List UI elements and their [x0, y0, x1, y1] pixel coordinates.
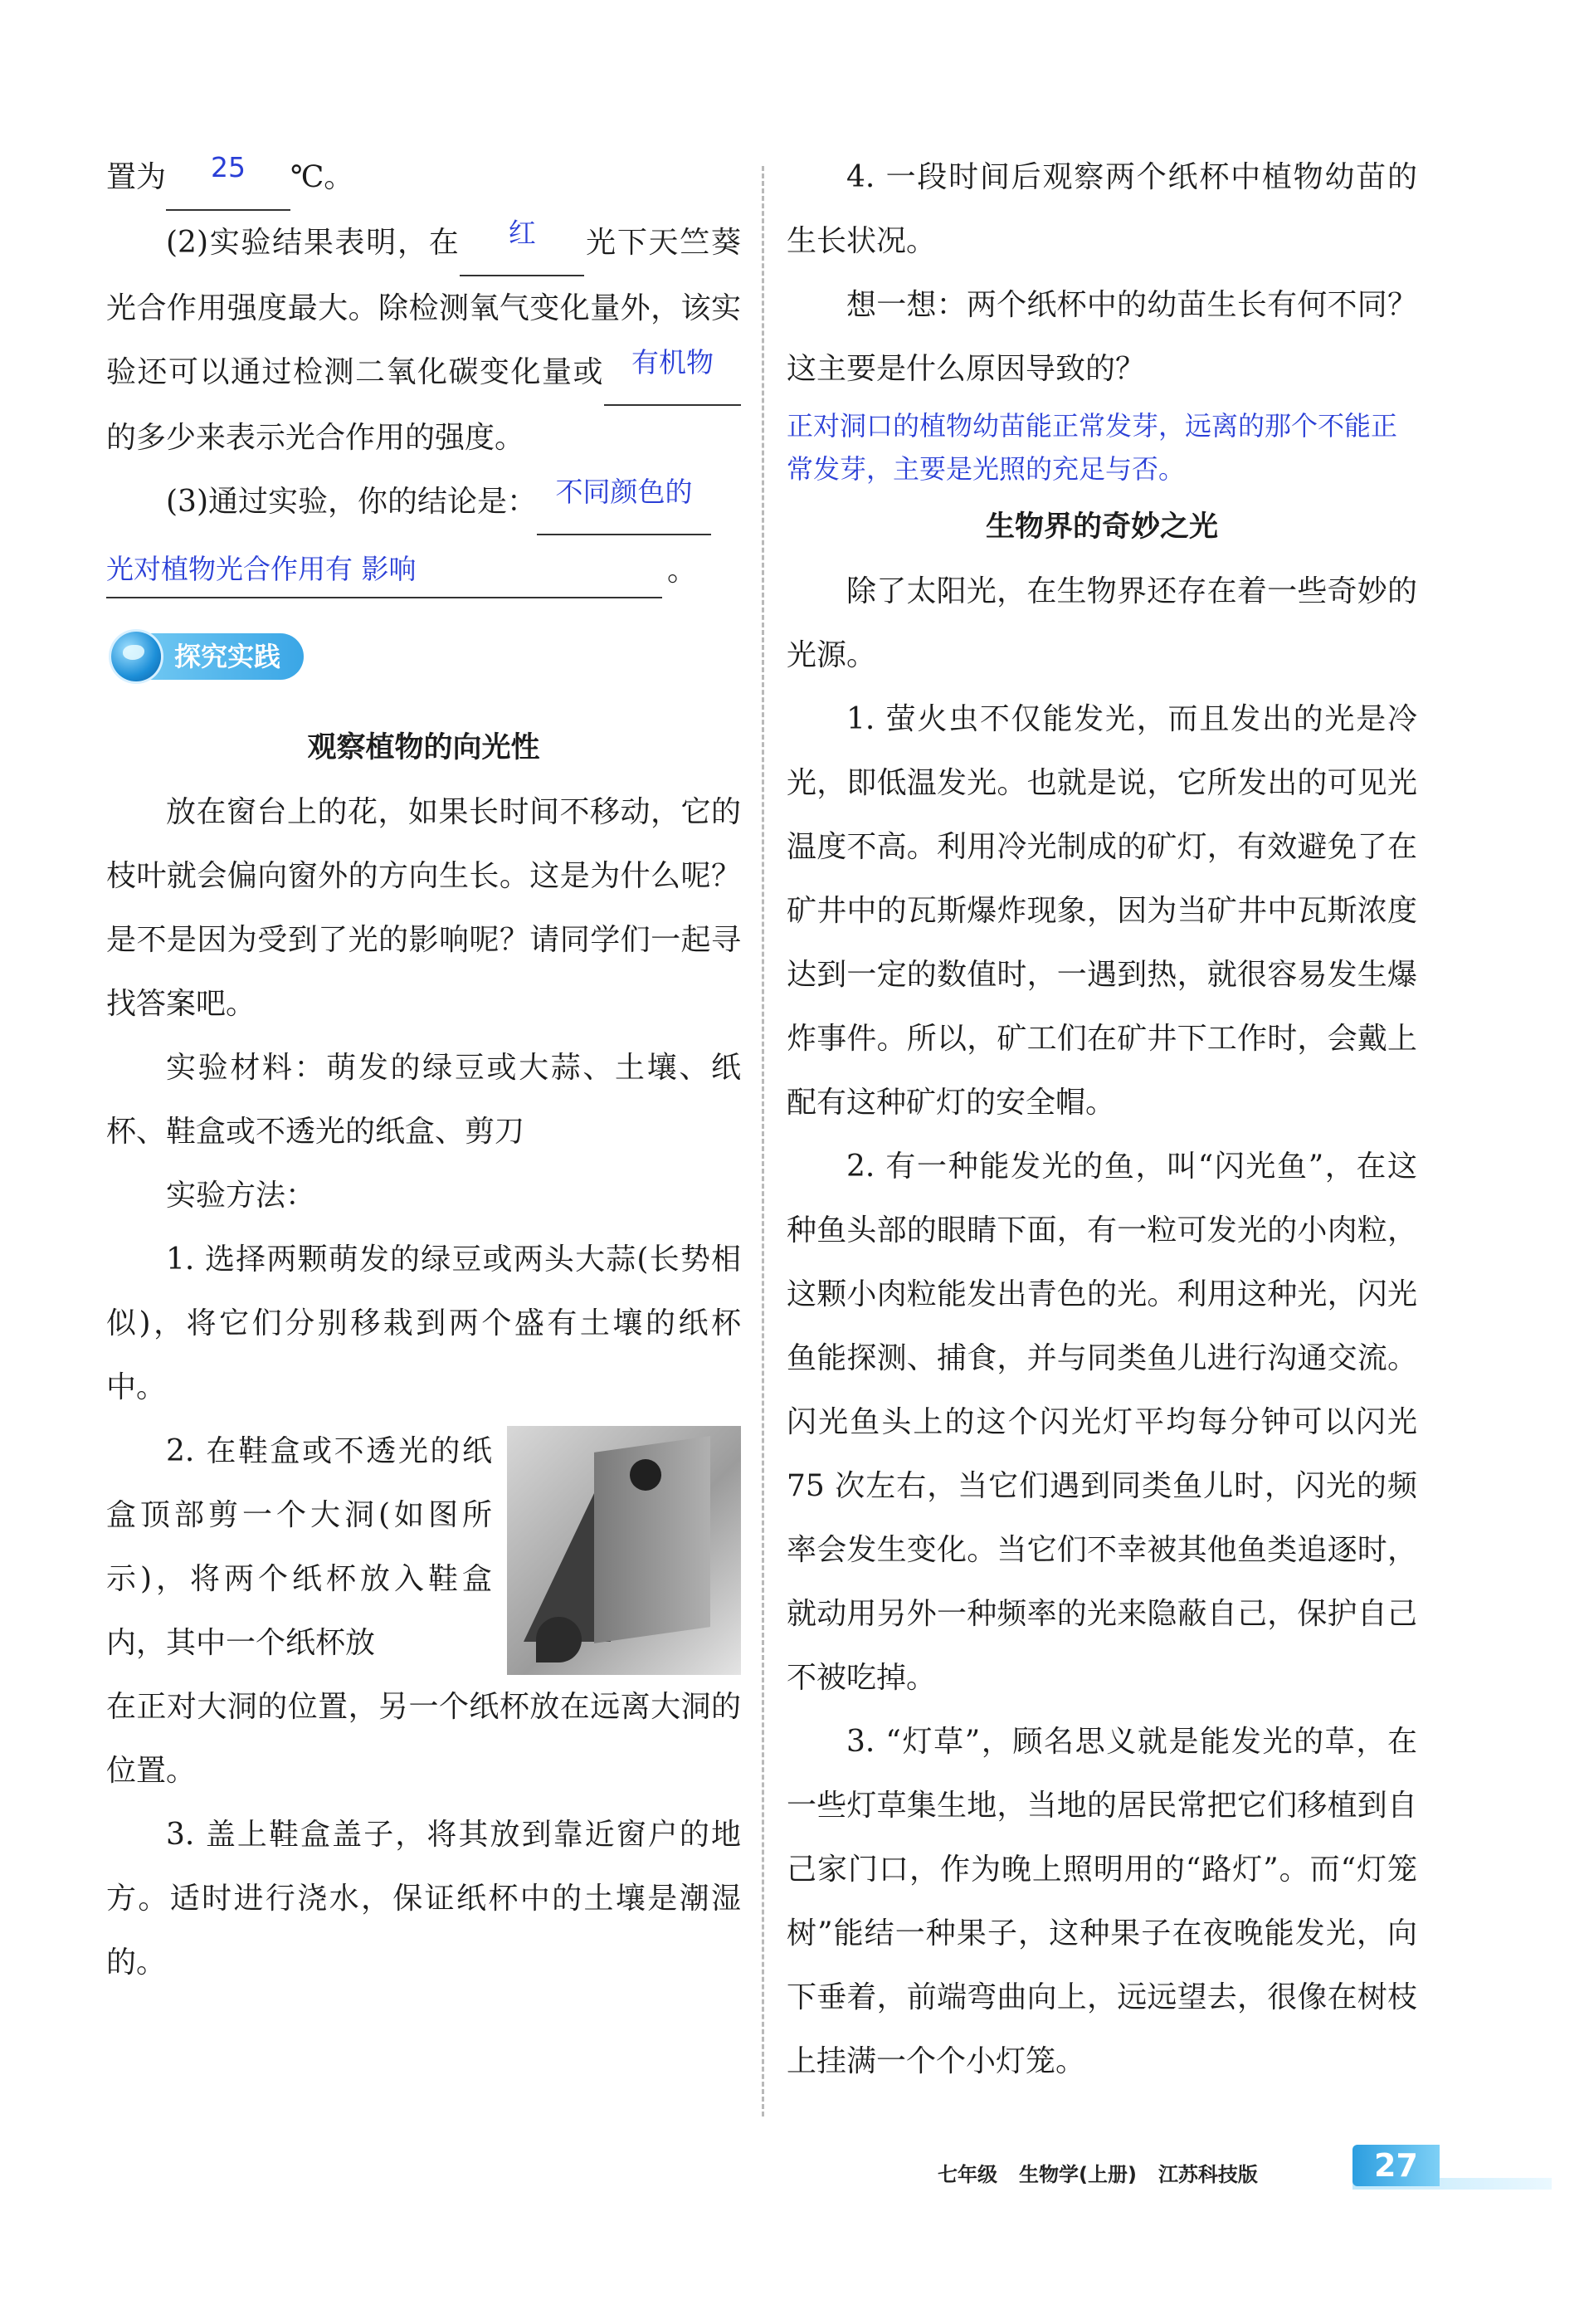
- q2-text-mid: 光下天竺葵光合作用强度最大。除检测氧气变化量外，该实验还可以通过检测二氧化碳变化量或: [106, 226, 741, 389]
- think-question: 想一想：两个纸杯中的幼苗生长有何不同？这主要是什么原因导致的？: [787, 288, 1417, 386]
- think-answer: 正对洞口的植物幼苗能正常发芽，远离的那个不能正常发芽，主要是光照的充足与否。: [787, 410, 1398, 485]
- step-2-block: [106, 1419, 741, 1803]
- q2-answer: 红: [508, 217, 536, 249]
- q2-answer-2: 有机物: [631, 346, 714, 378]
- q2-text-pre: (2)实验结果表明，在: [166, 226, 461, 260]
- q1-text-post: ℃。: [290, 160, 354, 194]
- section-tag: [111, 632, 741, 681]
- light-item-1: 1. 萤火虫不仅能发光，而且发出的光是冷光，即低温发光。也就是说，它所发出的可见光温度不高。利用冷光制成的矿灯，有效避免了在矿井中的瓦斯爆炸现象，因为当矿井中瓦斯浓度达到一定的数值时，一遇到热，就很容易发生爆炸事件。所以，矿工们在矿井下工作时，会戴上配有这种矿灯的安全帽。: [787, 702, 1417, 1120]
- light-item-2: 2. 有一种能发光的鱼，叫“闪光鱼”，在这种鱼头部的眼睛下面，有一粒可发光的小肉粒，这颗小肉粒能发出青色的光。利用这种光，闪光鱼能探测、捕食，并与同类鱼儿进行沟通交流。闪光鱼头上的这个闪光灯平均每分钟可以闪光 75 次左右，当它们遇到同类鱼儿时，闪光的频率会发生变化。当它们不幸被其他鱼类追逐时，就动用另外一种频率的光来隐蔽自己，保护自己不被吃掉。: [787, 1150, 1417, 1695]
- q2-blank-2: [604, 340, 741, 406]
- footer-subject: 生物学(上册): [1019, 2163, 1137, 2186]
- q3-tail: [106, 535, 741, 598]
- phototropism-intro: 放在窗台上的花，如果长时间不移动，它的枝叶就会偏向窗外的方向生长。这是为什么呢？是不是因为受到了光的影响呢？请同学们一起寻找答案吧。: [106, 795, 741, 1021]
- light-intro: 除了太阳光，在生物界还存在着一些奇妙的光源。: [787, 574, 1417, 672]
- experiment-step-4: 4. 一段时间后观察两个纸杯中植物幼苗的生长状况。: [787, 160, 1417, 258]
- experiment-materials: 实验材料：萌发的绿豆或大蒜、土壤、纸杯、鞋盒或不透光的纸盒、剪刀: [106, 1051, 741, 1149]
- light-item-3: 3. “灯草”，顾名思义就是能发光的草，在一些灯草集生地，当地的居民常把它们移植到自己家门口，作为晚上照明用的“路灯”。而“灯笼树”能结一种果子，这种果子在夜晚能发光，向下垂着，前端弯曲向上，远远望去，很像在树枝上挂满一个个小灯笼。: [787, 1725, 1417, 2078]
- shoebox-photo: [507, 1426, 741, 1675]
- q1-blank: [166, 145, 290, 211]
- footer: [938, 2158, 1279, 2187]
- q3-text-post: 。: [667, 554, 698, 588]
- q1-answer: 25: [211, 151, 246, 183]
- q3-answer-a: 不同颜色的: [555, 476, 693, 508]
- q2-text-post: 的多少来表示光合作用的强度。: [106, 421, 525, 455]
- section-title-light: 生物界的奇妙之光: [985, 510, 1218, 544]
- experiment-step-3: 3. 盖上鞋盒盖子，将其放到靠近窗户的地方。适时进行浇水，保证纸杯中的土壤是潮湿的。: [106, 1818, 741, 1980]
- experiment-step-2b: 在正对大洞的位置，另一个纸杯放在远离大洞的位置。: [106, 1690, 741, 1788]
- page-number: 27: [1352, 2145, 1440, 2186]
- footer-grade: 七年级: [938, 2163, 997, 2186]
- q3-blank-a: [537, 470, 711, 535]
- tag-label: 探究实践: [146, 633, 304, 680]
- q2-blank: [460, 211, 584, 276]
- shoebox-hole: [630, 1459, 661, 1491]
- footer-publisher: 江苏科技版: [1158, 2163, 1258, 2186]
- shoebox-flap: [536, 1617, 582, 1662]
- experiment-step-2a: 2. 在鞋盒或不透光的纸盒顶部剪一个大洞(如图所示)，将两个纸杯放入鞋盒内，其中一个纸杯放: [106, 1434, 492, 1660]
- globe-icon: [111, 632, 161, 681]
- column-divider: [762, 166, 764, 2116]
- q1-text-pre: 置为: [106, 160, 167, 194]
- experiment-step-1: 1. 选择两颗萌发的绿豆或两头大蒜(长势相似)，将它们分别移栽到两个盛有土壤的纸杯中。: [106, 1243, 741, 1404]
- section-title-phototropism: 观察植物的向光性: [307, 731, 540, 764]
- experiment-method-title: 实验方法：: [166, 1179, 316, 1213]
- left-column: [106, 145, 741, 1994]
- q2-paragraph: [106, 211, 741, 470]
- right-column: [787, 145, 1417, 2093]
- q3-paragraph: [106, 470, 741, 535]
- q3-answer-b: 光对植物光合作用有 影响: [106, 535, 662, 598]
- q1-line: [106, 145, 741, 211]
- q3-text-pre: (3)通过实验，你的结论是：: [166, 485, 537, 519]
